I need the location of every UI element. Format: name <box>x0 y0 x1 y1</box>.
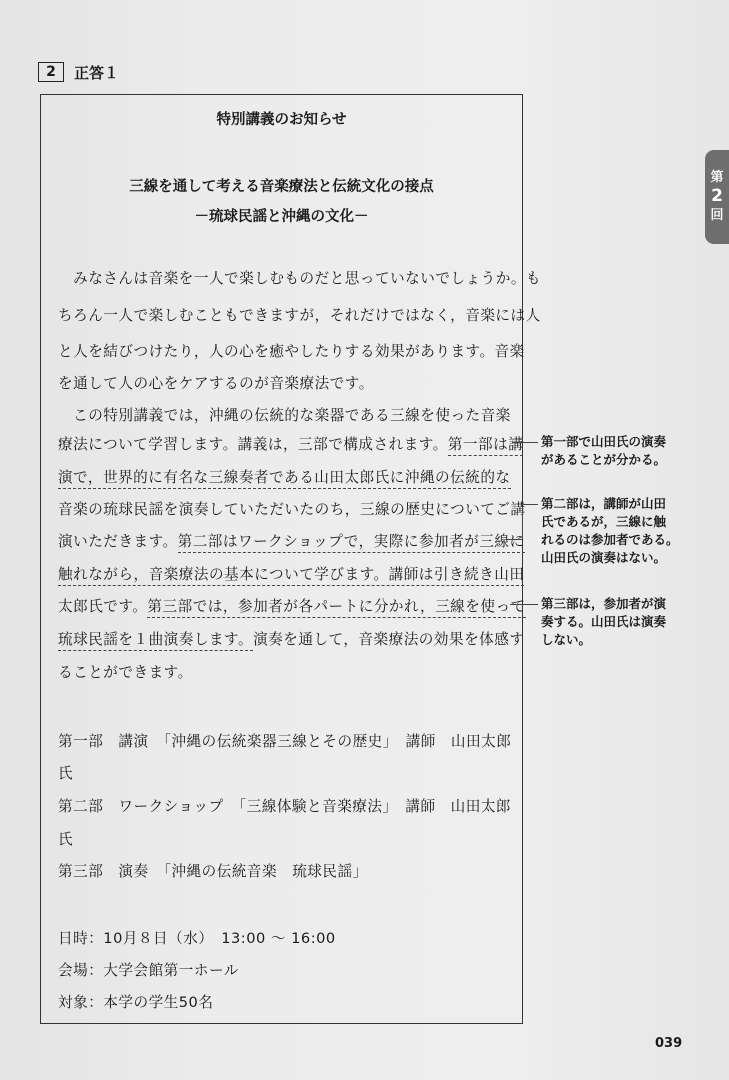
note-part2 <box>541 495 679 567</box>
paragraph2-line: この特別講義では，沖縄の伝統的な楽器である三線を使った音楽 <box>58 407 511 424</box>
paragraph2-line: ることができます。 <box>58 664 193 681</box>
chapter-tab <box>705 150 729 244</box>
underlined-part2: 触れながら，音楽療法の基本について学びます。講師は引き続き山田 <box>58 566 524 586</box>
program-line: 第二部 ワークショップ 「三線体験と音楽療法」 講師 山田太郎 <box>58 798 512 815</box>
program-line: 氏 <box>58 765 74 782</box>
note-part3 <box>541 595 666 649</box>
note-line: 山田氏の演奏はない。 <box>541 550 667 565</box>
note2-connector <box>506 539 522 540</box>
note-line: れるのは参加者である。 <box>541 532 679 547</box>
paragraph2-line <box>58 466 511 487</box>
paragraph1-line: みなさんは音楽を一人で楽しむものだと思っていないでしょうか。も <box>58 270 542 287</box>
paragraph2-line <box>58 595 526 616</box>
note3-connector <box>510 604 538 605</box>
paragraph2-text: 療法について学習します。講義は，三部で構成されます。 <box>58 436 448 453</box>
underlined-part3: 琉球民謡を１曲演奏します。 <box>58 631 253 651</box>
chapter-tab-number: 2 <box>711 186 723 207</box>
paragraph2-line: 音楽の琉球民謡を演奏していただいたのち，三線の歴史についてご講 <box>58 501 526 518</box>
note1-connector <box>512 442 538 443</box>
note-line: 奏する。山田氏は演奏 <box>541 614 667 629</box>
note-line: 第三部は，参加者が演 <box>541 596 667 611</box>
chapter-tab-suffix: 回 <box>710 207 724 223</box>
paragraph2-line <box>58 433 523 454</box>
notice-heading: 特別講義のお知らせ <box>216 112 347 128</box>
note-line: しない。 <box>541 632 592 647</box>
note-part1 <box>541 433 666 469</box>
question-number-box: 2 <box>38 62 64 82</box>
paragraph1-line: ちろん一人で楽しむこともできますが，それだけではなく，音楽には人 <box>58 307 541 324</box>
event-date: 日時：10月８日（水） 13:00 ～ 16:00 <box>58 930 336 947</box>
event-audience: 対象：本学の学生50名 <box>58 994 214 1011</box>
paragraph1-line: を通して人の心をケアするのが音楽療法です。 <box>58 375 374 392</box>
notice-box <box>40 94 523 1024</box>
note-line: 氏であるが，三線に触 <box>541 514 667 529</box>
event-venue: 会場：大学会館第一ホール <box>58 962 239 979</box>
correct-answer-label: 正答１ <box>74 63 120 82</box>
lecture-title: －琉球民謡と沖縄の文化－ <box>194 209 369 225</box>
chapter-tab-prefix: 第 <box>710 170 724 186</box>
program-line: 氏 <box>58 831 74 848</box>
note2-connector-top <box>522 504 538 505</box>
paragraph2-line <box>58 530 525 551</box>
note-line: があることが分かる。 <box>541 452 667 467</box>
paragraph2-text: 演いただきます。 <box>58 533 178 550</box>
underlined-part1: 演で，世界的に有名な三線奏者である山田太郎氏に沖縄の伝統的な <box>58 469 511 489</box>
program-line: 第一部 講演 「沖縄の伝統楽器三線とその歴史」 講師 山田太郎 <box>58 733 512 750</box>
question-header <box>38 61 119 83</box>
program-line: 第三部 演奏 「沖縄の伝統音楽 琉球民謡」 <box>58 863 368 880</box>
underlined-part2: 第二部はワークショップで，実際に参加者が三線に <box>178 533 525 553</box>
page-number: 039 <box>655 1036 683 1051</box>
lecture-main-title: 三線を通して考える音楽療法と伝統文化の接点 <box>129 179 434 195</box>
paragraph2-line <box>58 628 524 649</box>
paragraph1-line: と人を結びつけたり，人の心を癒やしたりする効果があります。音楽 <box>58 343 525 360</box>
note-line: 第二部は，講師が山田 <box>541 496 667 511</box>
paragraph2-text: 演奏を通して，音楽療法の効果を体感す <box>253 631 525 648</box>
note-line: 第一部で山田氏の演奏 <box>541 434 667 449</box>
paragraph2-text: 太郎氏です。 <box>58 598 148 615</box>
note2-connector-vertical <box>522 504 523 539</box>
underlined-part3: 第三部では，参加者が各パートに分かれ，三線を使って <box>147 598 525 618</box>
underlined-part1: 第一部は講 <box>448 436 523 456</box>
paragraph2-line <box>58 563 524 584</box>
